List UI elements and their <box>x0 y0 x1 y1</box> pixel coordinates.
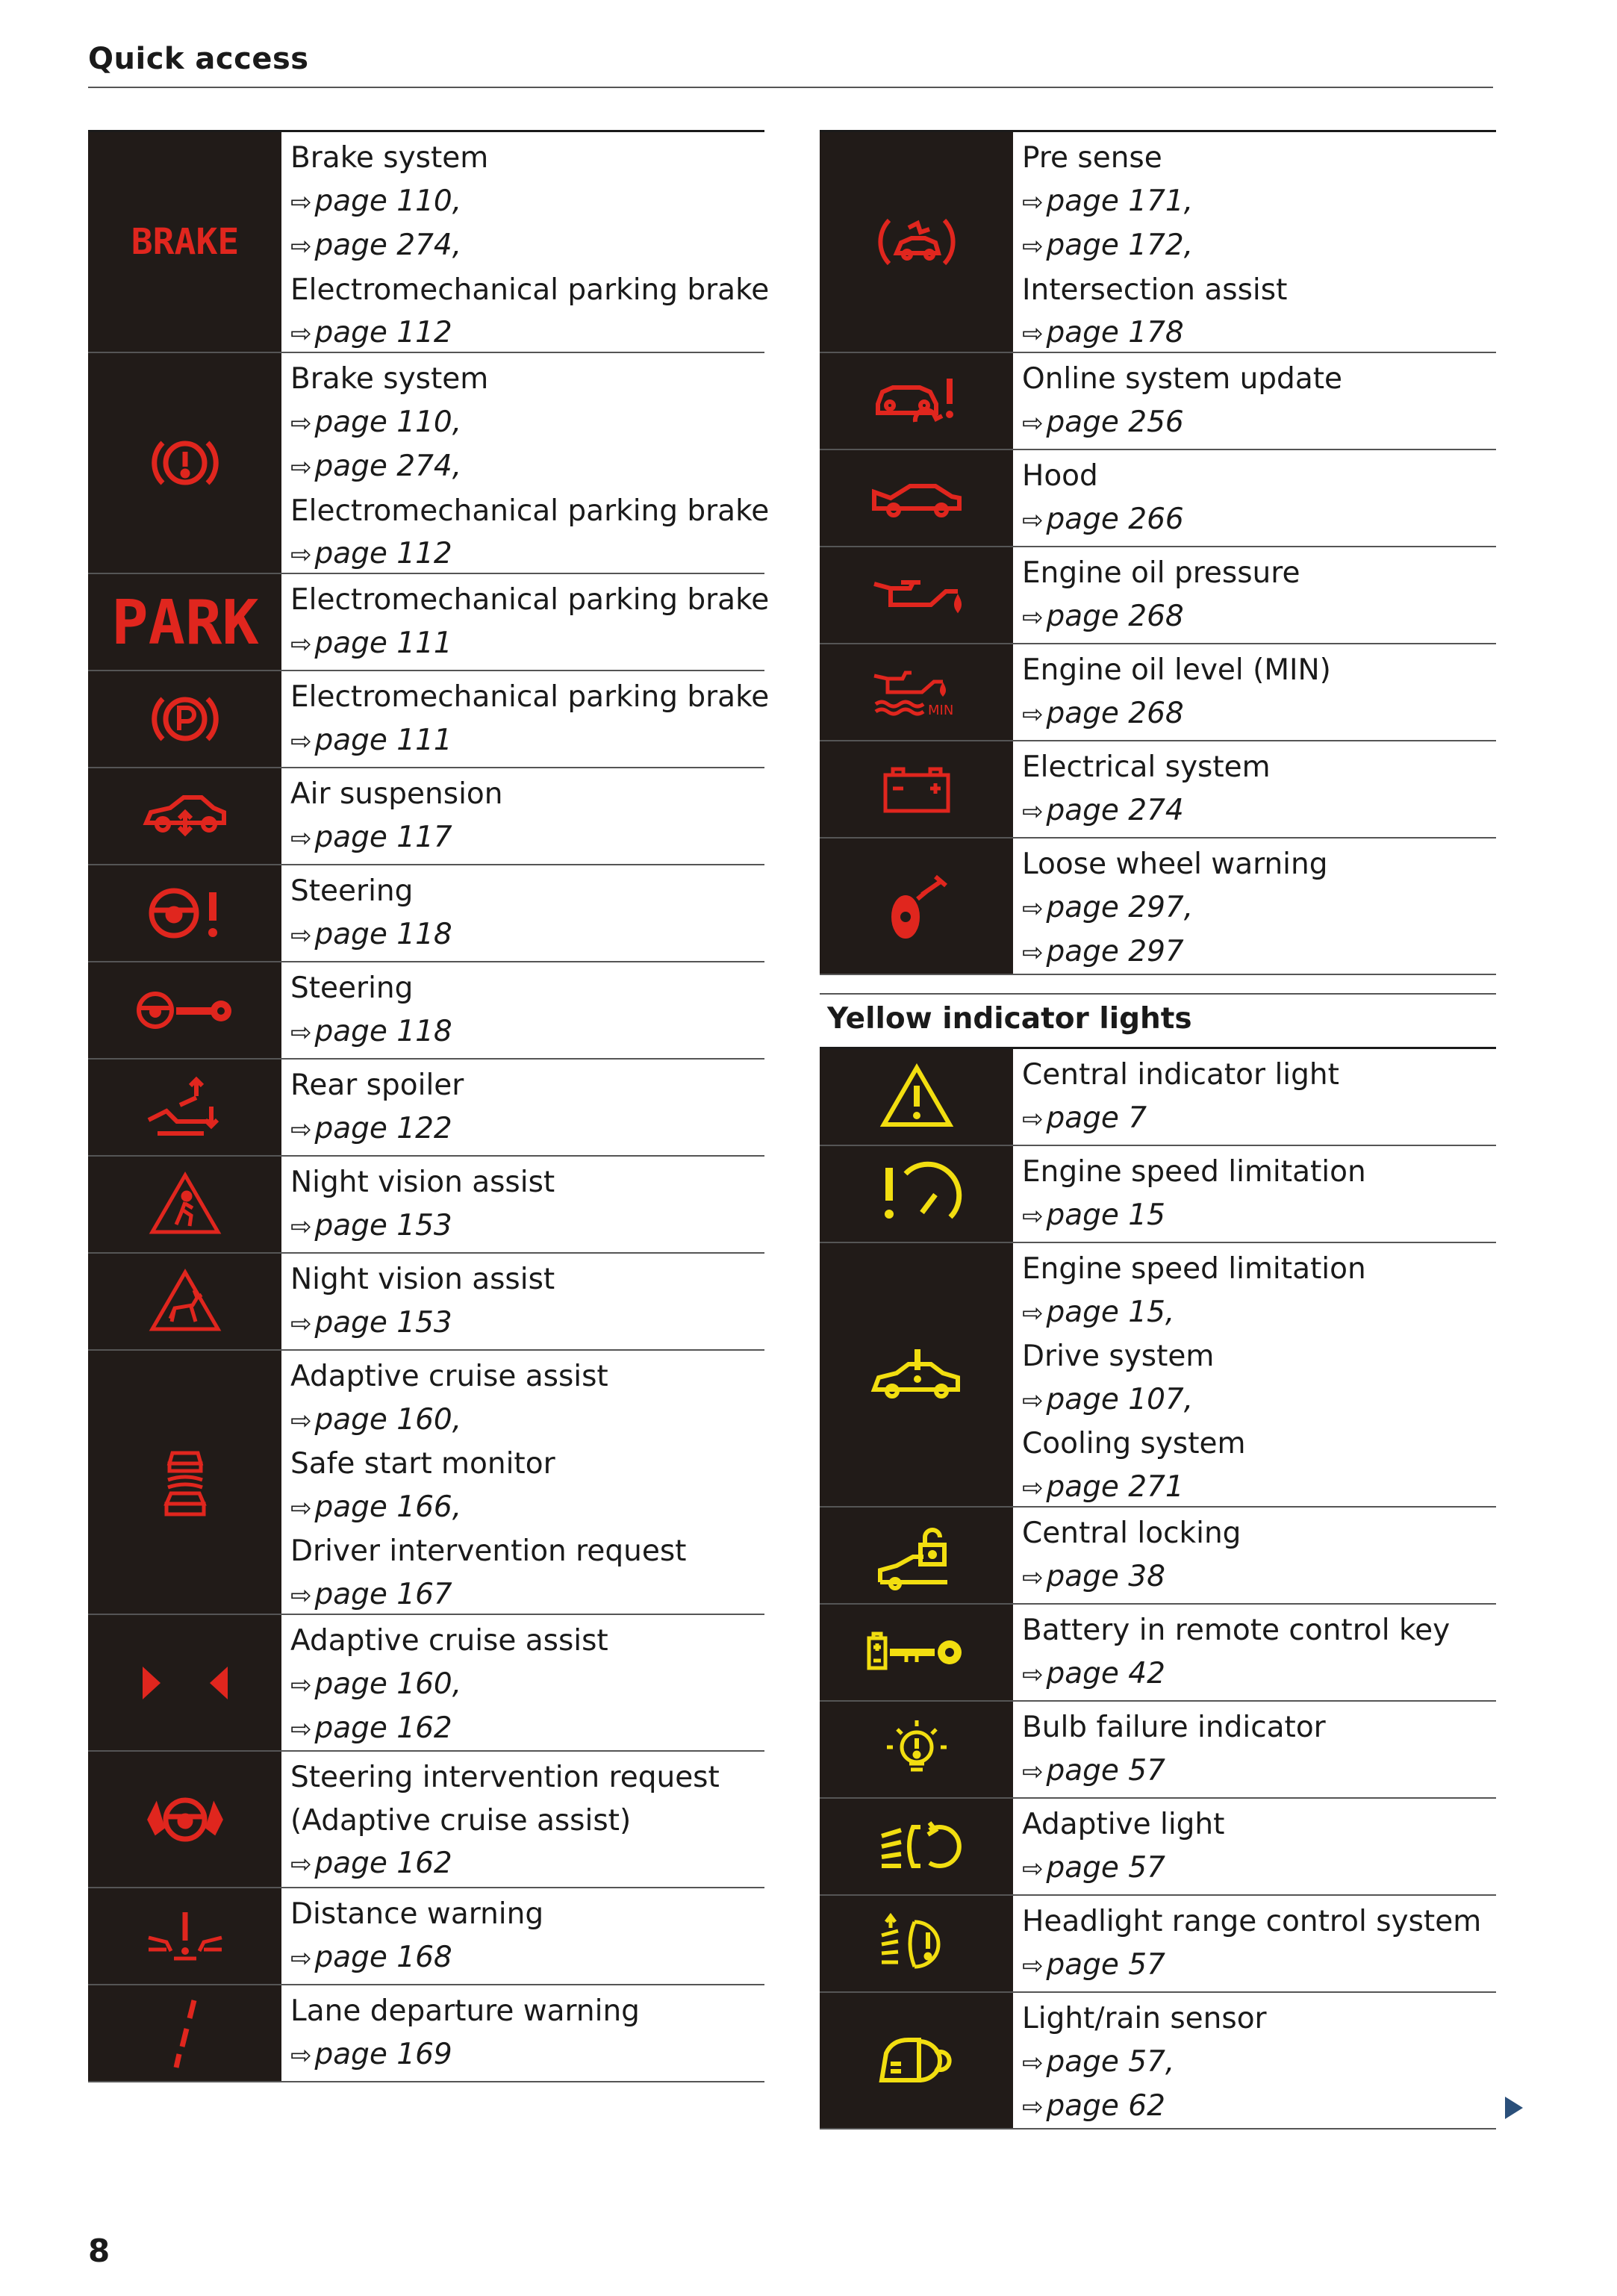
indicator-label: Central indicator light <box>1022 1058 1339 1092</box>
page-reference-text: page 166, <box>314 1490 462 1524</box>
page-reference-text: page 111 <box>314 723 452 757</box>
indicator-description <box>1013 1702 1496 1797</box>
arrow-right-icon: ⇨ <box>1022 1298 1044 1328</box>
indicator-row <box>88 574 770 671</box>
page-reference-link[interactable] <box>290 1010 764 1055</box>
indicator-row <box>820 1243 1496 1508</box>
indicator-row <box>820 839 1496 975</box>
page-reference-link[interactable] <box>1022 1847 1496 1891</box>
page-reference-link[interactable] <box>290 913 764 958</box>
page-reference-link[interactable] <box>290 401 769 446</box>
page-reference-text: page 268 <box>1046 599 1184 633</box>
indicator-label: Central locking <box>1022 1516 1241 1550</box>
red-indicator-table-right <box>820 130 1496 975</box>
hood-icon <box>820 450 1013 546</box>
indicator-label: Steering intervention request <box>290 1761 720 1794</box>
indicator-label: Battery in remote control key <box>1022 1614 1451 1647</box>
page-reference-text: page 117 <box>314 820 452 854</box>
indicator-row <box>88 1351 764 1615</box>
page-reference-text: page 268 <box>1046 696 1184 730</box>
brake-warning-icon <box>88 353 281 573</box>
arrow-right-icon: ⇨ <box>1022 602 1044 632</box>
arrow-right-icon: ⇨ <box>1022 187 1044 217</box>
indicator-label: Brake system <box>290 141 489 175</box>
indicator-description <box>281 353 769 573</box>
page-reference-text: page 112 <box>314 316 452 349</box>
central-warning-icon <box>820 1049 1013 1145</box>
arrow-right-icon: ⇨ <box>290 1017 312 1048</box>
page-reference-link[interactable] <box>290 1573 764 1618</box>
indicator-description <box>281 671 769 767</box>
indicator-row <box>820 1146 1496 1243</box>
indicator-description <box>1013 1243 1496 1506</box>
indicator-label: Electromechanical parking brake <box>290 583 770 617</box>
arrow-right-icon: ⇨ <box>290 408 312 438</box>
indicator-label: Engine speed limitation <box>1022 1252 1366 1286</box>
page-reference-text: page 274 <box>1046 793 1184 827</box>
indicator-description <box>281 1060 764 1155</box>
indicator-description <box>281 132 769 352</box>
adaptive-cruise-arrows-icon <box>88 1615 281 1750</box>
steering-lock-icon <box>88 962 281 1058</box>
indicator-label: Light/rain sensor <box>1022 2002 1267 2035</box>
page-reference-link[interactable] <box>290 180 769 225</box>
arrow-right-icon: ⇨ <box>1022 1104 1044 1134</box>
page-reference-link[interactable] <box>1022 930 1496 975</box>
indicator-row <box>820 547 1496 644</box>
page-reference-text: page 118 <box>314 1014 452 1048</box>
indicator-label: Engine oil level (MIN) <box>1022 653 1331 687</box>
arrow-right-icon: ⇨ <box>290 629 312 659</box>
arrow-right-icon: ⇨ <box>290 1943 312 1973</box>
page-reference-link[interactable] <box>290 1707 764 1752</box>
page-reference-link[interactable] <box>1022 2041 1496 2085</box>
arrow-right-icon: ⇨ <box>290 1405 312 1436</box>
page-reference-text: page 110, <box>314 405 462 439</box>
page-reference-text: page 162 <box>314 1847 452 1880</box>
arrow-right-icon: ⇨ <box>290 1714 312 1744</box>
indicator-row <box>88 1615 764 1752</box>
indicator-label: Adaptive cruise assist <box>290 1624 608 1658</box>
indicator-row <box>820 1993 1496 2129</box>
page-reference-text: page 169 <box>314 2037 452 2071</box>
indicator-label: Steering <box>290 874 414 908</box>
indicator-label: Engine oil pressure <box>1022 556 1300 590</box>
arrow-right-icon: ⇨ <box>1022 1201 1044 1231</box>
brake-icon-text: BRAKE <box>131 221 239 263</box>
arrow-right-icon: ⇨ <box>1022 1562 1044 1593</box>
page-reference-link[interactable] <box>1022 1652 1496 1697</box>
indicator-description <box>281 574 769 670</box>
indicator-label: Intersection assist <box>1022 273 1288 307</box>
indicator-description <box>281 865 764 961</box>
page-reference-link[interactable] <box>290 1399 764 1443</box>
continue-arrow-icon <box>1505 2097 1523 2119</box>
page-reference-link[interactable] <box>290 1936 764 1981</box>
arrow-right-icon: ⇨ <box>290 319 312 349</box>
page-reference-link[interactable] <box>1022 2085 1496 2129</box>
yellow-section-title: Yellow indicator lights <box>827 1002 1192 1036</box>
page-reference-text: page 110, <box>314 184 462 218</box>
indicator-row <box>88 671 770 768</box>
indicator-description <box>1013 1799 1496 1894</box>
car-warning-icon <box>820 1243 1013 1506</box>
indicator-description <box>1013 1146 1496 1242</box>
indicator-description <box>1013 1508 1496 1603</box>
page-reference-link[interactable] <box>1022 498 1496 543</box>
indicator-label: Engine speed limitation <box>1022 1155 1366 1189</box>
arrow-right-icon: ⇨ <box>1022 505 1044 535</box>
indicator-row <box>820 1896 1496 1993</box>
indicator-label: Bulb failure indicator <box>1022 1711 1326 1744</box>
arrow-right-icon: ⇨ <box>1022 1756 1044 1787</box>
page-reference-link[interactable] <box>1022 1466 1496 1511</box>
page-reference-link[interactable] <box>290 2033 764 2078</box>
page-reference-text: page 111 <box>314 626 452 660</box>
page-reference-text: page 57 <box>1046 1753 1165 1788</box>
indicator-label: Online system update <box>1022 362 1342 396</box>
indicator-description <box>1013 1605 1496 1700</box>
page-reference-link[interactable] <box>290 1204 764 1249</box>
arrow-right-icon: ⇨ <box>1022 1385 1044 1416</box>
indicator-label: Distance warning <box>290 1897 544 1931</box>
arrow-right-icon: ⇨ <box>1022 1472 1044 1503</box>
page-reference-link[interactable] <box>1022 1194 1496 1239</box>
page-reference-link[interactable] <box>1022 401 1496 446</box>
indicator-row <box>88 353 770 574</box>
arrow-right-icon: ⇨ <box>290 187 312 217</box>
arrow-right-icon: ⇨ <box>1022 1950 1044 1981</box>
indicator-row <box>820 644 1496 741</box>
arrow-right-icon: ⇨ <box>290 2040 312 2071</box>
indicator-row <box>88 1888 764 1985</box>
arrow-right-icon: ⇨ <box>290 1580 312 1611</box>
indicator-label: Brake system <box>290 362 489 396</box>
indicator-description <box>281 1752 764 1887</box>
indicator-row <box>88 1254 764 1351</box>
page-reference-text: page 122 <box>314 1111 452 1145</box>
key-battery-icon <box>820 1605 1013 1700</box>
page-reference-link[interactable] <box>290 719 769 764</box>
page-reference-link[interactable] <box>1022 789 1496 834</box>
page-reference-link[interactable] <box>1022 1291 1496 1336</box>
page-reference-text: page 162 <box>314 1711 452 1745</box>
page-reference-text: page 274, <box>314 228 462 262</box>
arrow-right-icon: ⇨ <box>290 1493 312 1523</box>
indicator-label: Driver intervention request <box>290 1534 687 1568</box>
page-reference-text: page 118 <box>314 917 452 951</box>
arrow-right-icon: ⇨ <box>290 1114 312 1145</box>
indicator-label: Pre sense <box>1022 141 1162 175</box>
indicator-label: Air suspension <box>290 777 503 811</box>
light-rain-sensor-icon <box>820 1993 1013 2128</box>
online-update-icon <box>820 353 1013 449</box>
indicator-description <box>1013 450 1496 546</box>
indicator-row <box>820 1605 1496 1702</box>
page-reference-text: page 172, <box>1046 228 1194 262</box>
page-reference-text: page 57 <box>1046 1947 1165 1982</box>
arrow-right-icon: ⇨ <box>290 726 312 756</box>
steering-warning-icon <box>88 865 281 961</box>
indicator-label: Electromechanical parking brake <box>290 680 770 714</box>
page-reference-text: page 178 <box>1046 316 1184 349</box>
page-reference-link[interactable] <box>290 622 769 667</box>
indicator-row <box>820 450 1496 547</box>
arrow-right-icon: ⇨ <box>1022 699 1044 729</box>
page-reference-link[interactable] <box>1022 886 1496 931</box>
headlight-range-icon <box>820 1896 1013 1991</box>
indicator-description <box>1013 1049 1496 1145</box>
indicator-label: Adaptive cruise assist <box>290 1360 608 1393</box>
loose-wheel-icon <box>820 839 1013 974</box>
indicator-description <box>1013 839 1496 974</box>
indicator-description <box>1013 1896 1496 1991</box>
adaptive-light-icon <box>820 1799 1013 1894</box>
engine-speed-icon <box>820 1146 1013 1242</box>
page-reference-text: page 297 <box>1046 935 1184 968</box>
page-reference-text: page 297, <box>1046 890 1194 924</box>
indicator-description <box>1013 547 1496 643</box>
pre-sense-icon <box>820 132 1013 352</box>
indicator-row <box>820 1702 1496 1799</box>
brake-text-icon <box>88 132 281 352</box>
indicator-row <box>88 1060 764 1157</box>
indicator-label: Steering <box>290 971 414 1005</box>
page-reference-link[interactable] <box>290 224 769 269</box>
park-icon-text: PARK <box>110 588 259 659</box>
red-indicator-table-left <box>88 130 770 2082</box>
indicator-description <box>1013 132 1496 352</box>
indicator-row <box>820 741 1496 839</box>
page-reference-text: page 112 <box>314 537 452 570</box>
page-reference-link[interactable] <box>290 816 764 861</box>
page-reference-link[interactable] <box>290 1301 764 1346</box>
arrow-right-icon: ⇨ <box>290 920 312 951</box>
page-reference-text: page 153 <box>314 1305 452 1340</box>
page-reference-text: page 42 <box>1046 1656 1165 1690</box>
indicator-description <box>281 768 764 864</box>
page-reference-link[interactable] <box>290 1842 764 1887</box>
indicator-description <box>281 1254 764 1349</box>
indicator-label: Night vision assist <box>290 1166 555 1199</box>
page-reference-text: page 167 <box>314 1577 452 1611</box>
page-reference-text: page 57 <box>1046 1850 1165 1885</box>
page-reference-link[interactable] <box>290 1486 764 1531</box>
page-reference-text: page 160, <box>314 1667 462 1701</box>
indicator-description <box>281 1985 764 2081</box>
indicator-description <box>281 1157 764 1252</box>
page-reference-text: page 171, <box>1046 184 1194 218</box>
park-text-icon <box>88 574 281 670</box>
night-vision-pedestrian-icon <box>88 1157 281 1252</box>
arrow-right-icon: ⇨ <box>1022 231 1044 261</box>
indicator-description <box>1013 644 1496 740</box>
page-reference-link[interactable] <box>1022 1749 1496 1794</box>
night-vision-animal-icon <box>88 1254 281 1349</box>
arrow-right-icon: ⇨ <box>1022 938 1044 968</box>
indicator-label: Electromechanical parking brake <box>290 273 770 307</box>
page-reference-link[interactable] <box>1022 224 1496 269</box>
indicator-label: Hood <box>1022 459 1098 493</box>
page-reference-text: page 15 <box>1046 1198 1165 1232</box>
indicator-description <box>1013 741 1496 837</box>
indicator-row <box>820 132 1496 353</box>
page-reference-link[interactable] <box>1022 692 1496 737</box>
indicator-row <box>820 1508 1496 1605</box>
arrow-right-icon: ⇨ <box>290 823 312 853</box>
page-reference-link[interactable] <box>290 445 769 490</box>
page-reference-text: page 266 <box>1046 502 1184 536</box>
indicator-row <box>88 768 764 865</box>
central-locking-icon <box>820 1508 1013 1603</box>
arrow-right-icon: ⇨ <box>1022 1659 1044 1690</box>
page-reference-link[interactable] <box>290 311 769 356</box>
page-reference-link[interactable] <box>1022 595 1496 640</box>
indicator-label: (Adaptive cruise assist) <box>290 1803 632 1838</box>
page-reference-link[interactable] <box>1022 1378 1496 1423</box>
rear-spoiler-icon <box>88 1060 281 1155</box>
arrow-right-icon: ⇨ <box>1022 2047 1044 2078</box>
adaptive-cruise-vehicle-icon <box>88 1351 281 1614</box>
indicator-label: Drive system <box>1022 1340 1215 1373</box>
parking-brake-icon <box>88 671 281 767</box>
indicator-label: Cooling system <box>1022 1427 1246 1460</box>
oil-level-min-icon <box>820 644 1013 740</box>
page-reference-text: page 107, <box>1046 1382 1194 1416</box>
header-rule <box>88 87 1493 88</box>
arrow-right-icon: ⇨ <box>290 1849 312 1879</box>
arrow-right-icon: ⇨ <box>290 452 312 482</box>
indicator-description <box>1013 353 1496 449</box>
page-reference-link[interactable] <box>290 1107 764 1152</box>
indicator-label: Rear spoiler <box>290 1068 464 1102</box>
arrow-right-icon: ⇨ <box>290 540 312 570</box>
indicator-label: Adaptive light <box>1022 1808 1225 1841</box>
air-suspension-icon <box>88 768 281 864</box>
indicator-label: Night vision assist <box>290 1263 555 1296</box>
lane-departure-icon <box>88 1985 281 2081</box>
page-reference-link[interactable] <box>1022 1555 1496 1600</box>
indicator-label: Safe start monitor <box>290 1447 555 1481</box>
page-reference-link[interactable] <box>1022 180 1496 225</box>
indicator-description <box>281 1615 764 1750</box>
page-reference-text: page 7 <box>1046 1101 1147 1135</box>
page-reference-link[interactable] <box>290 1663 764 1708</box>
page-reference-text: page 57, <box>1046 2044 1175 2079</box>
page-reference-text: page 271 <box>1046 1469 1184 1504</box>
indicator-row <box>88 865 764 962</box>
yellow-indicator-table <box>820 1047 1496 2129</box>
arrow-right-icon: ⇨ <box>1022 2092 1044 2122</box>
page-reference-text: page 256 <box>1046 405 1184 439</box>
indicator-row <box>820 1799 1496 1896</box>
indicator-description <box>1013 1993 1496 2128</box>
page-reference-link[interactable] <box>1022 1944 1496 1988</box>
page-reference-link[interactable] <box>290 532 769 577</box>
indicator-label: Headlight range control system <box>1022 1905 1482 1938</box>
page-header-title: Quick access <box>88 42 309 76</box>
arrow-right-icon: ⇨ <box>1022 1853 1044 1884</box>
arrow-right-icon: ⇨ <box>290 1308 312 1339</box>
indicator-row <box>88 962 764 1060</box>
steering-intervention-icon <box>88 1752 281 1887</box>
arrow-right-icon: ⇨ <box>1022 319 1044 349</box>
page-reference-link[interactable] <box>1022 311 1496 356</box>
page-reference-text: page 15, <box>1046 1295 1175 1329</box>
oil-min-icon-text: MIN <box>927 703 953 718</box>
battery-icon <box>820 741 1013 837</box>
page-reference-text: page 160, <box>314 1402 462 1437</box>
indicator-label: Electrical system <box>1022 750 1271 784</box>
page-reference-text: page 153 <box>314 1208 452 1242</box>
page-reference-text: page 62 <box>1046 2089 1165 2123</box>
bulb-failure-icon <box>820 1702 1013 1797</box>
arrow-right-icon: ⇨ <box>1022 893 1044 924</box>
page-number: 8 <box>88 2233 110 2269</box>
arrow-right-icon: ⇨ <box>1022 796 1044 827</box>
oil-pressure-icon <box>820 547 1013 643</box>
indicator-description <box>281 1351 764 1614</box>
page-reference-text: page 274, <box>314 449 462 483</box>
arrow-right-icon: ⇨ <box>290 1670 312 1700</box>
indicator-row <box>820 353 1496 450</box>
indicator-description <box>281 962 764 1058</box>
page-reference-link[interactable] <box>1022 1097 1496 1142</box>
indicator-row <box>88 1985 764 2082</box>
indicator-label: Lane departure warning <box>290 1994 640 2028</box>
indicator-row <box>88 132 770 353</box>
yellow-section-rule <box>820 993 1496 995</box>
page-reference-text: page 168 <box>314 1940 452 1974</box>
distance-warning-icon <box>88 1888 281 1984</box>
indicator-row <box>820 1049 1496 1146</box>
page-reference-text: page 38 <box>1046 1559 1165 1593</box>
indicator-row <box>88 1752 764 1888</box>
arrow-right-icon: ⇨ <box>1022 408 1044 438</box>
indicator-label: Loose wheel warning <box>1022 847 1328 881</box>
indicator-description <box>281 1888 764 1984</box>
arrow-right-icon: ⇨ <box>290 231 312 261</box>
indicator-label: Electromechanical parking brake <box>290 494 770 528</box>
arrow-right-icon: ⇨ <box>290 1211 312 1242</box>
indicator-row <box>88 1157 764 1254</box>
